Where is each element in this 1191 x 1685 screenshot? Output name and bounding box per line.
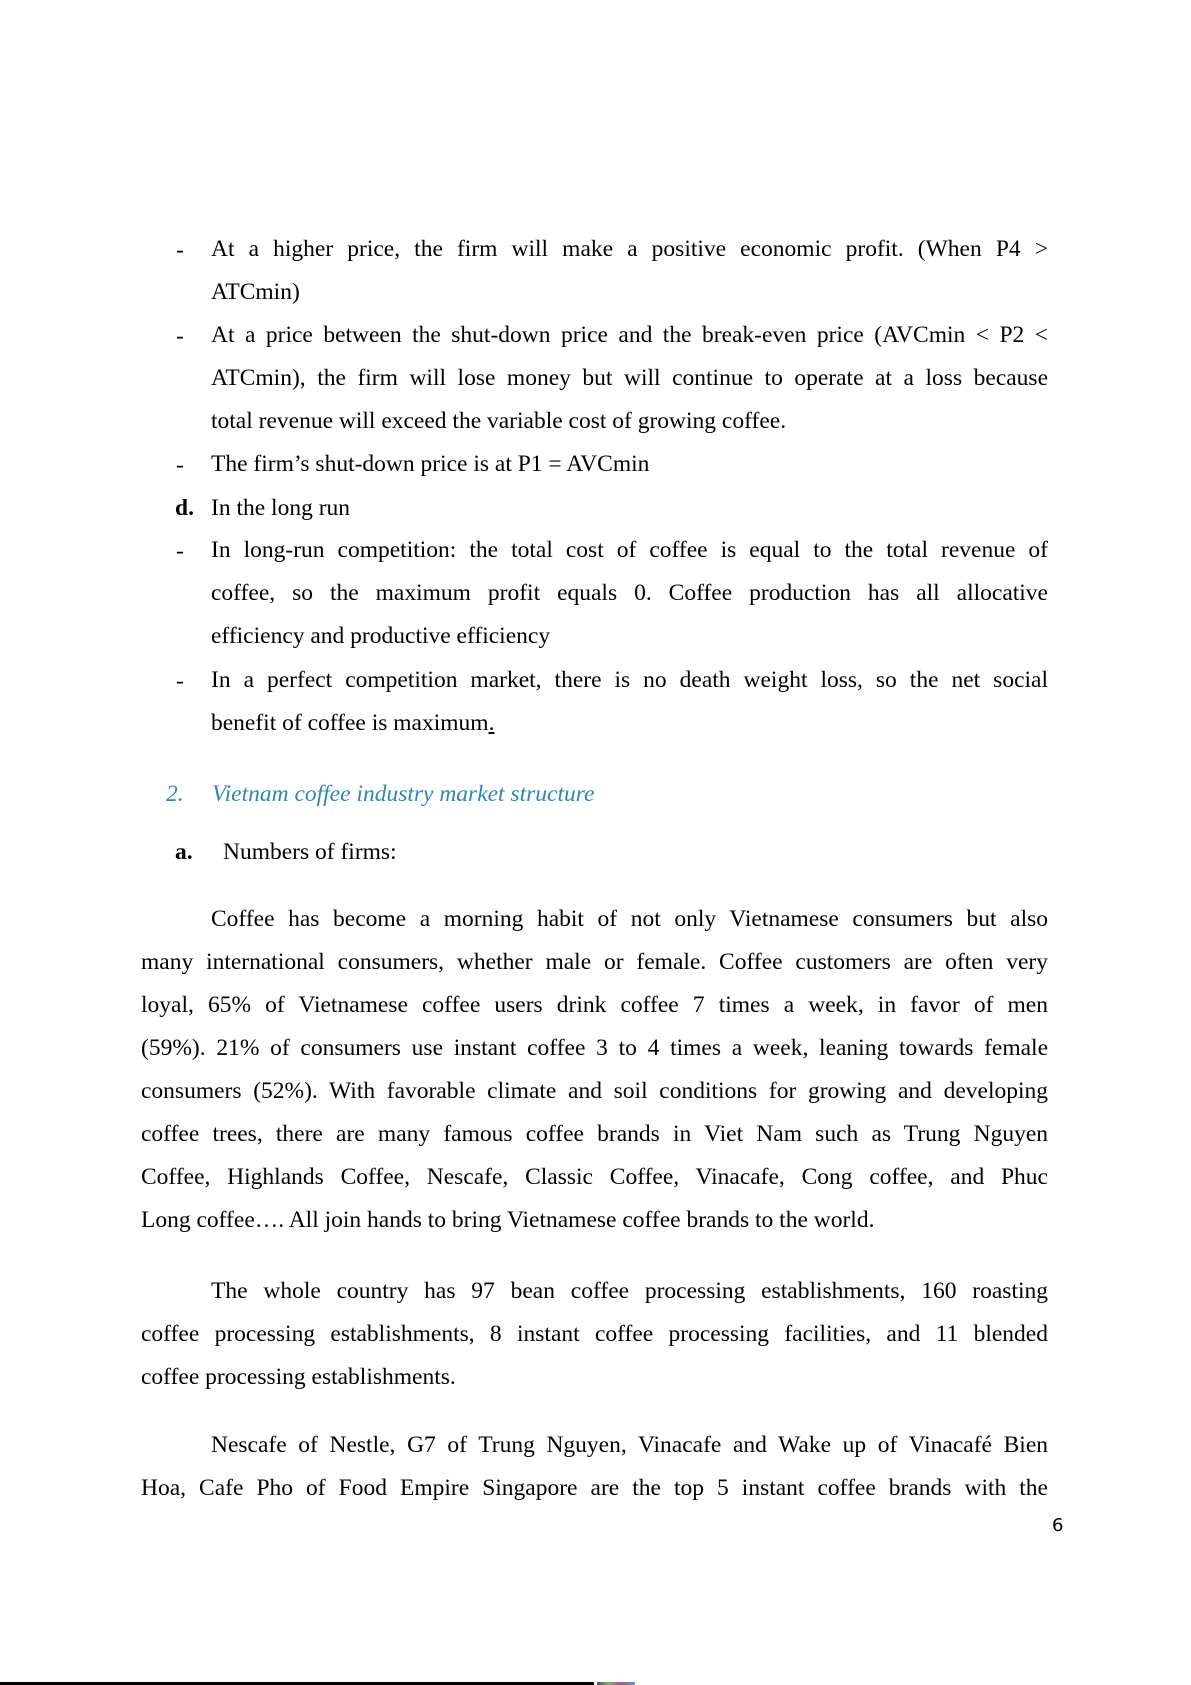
bullet-text: In a perfect competition market, there is no death weight loss, so the net social benefit of coffee is maximum. (211, 667, 1048, 736)
bullet-marker: - (176, 538, 184, 564)
body-paragraph: Coffee has become a morning habit of not only Vietnamese consumers but also many international consumers, whether male or female. Coffee customers are often very loyal, 65% of Vietnamese coffee users drink coffee 7 times a week, in favor of men (59%). 21% of consumers use instant coffee 3 to 4 times a week, leaning towards female consumers (52%). With favorable climate and soil conditions for growing and developing coffee trees, there are many famous coffee brands in Viet Nam such as Trung Nguyen Coffee, Highlands Coffee, Nescafe, Classic Coffee, Vinacafe, Cong coffee, and Phuc Long coffee…. All join hands to bring Vietnamese coffee brands to the world. (141, 906, 1048, 1233)
bullet-marker: - (176, 237, 184, 263)
bullet-marker: - (176, 668, 184, 694)
bullet-marker: - (176, 323, 184, 349)
bullet-text: At a price between the shut-down price and the break-even price (AVCmin < P2 < ATCmin), the firm will lose money but will continue to operate at a loss because total revenue will exceed the variable cost of growing coffee. (211, 322, 1048, 434)
subsection-title: In the long run (211, 495, 351, 521)
section-number: 2. (166, 781, 184, 807)
subsection-marker: d. (175, 495, 194, 521)
section-title: Vietnam coffee industry market structure (212, 781, 595, 807)
bullet-marker: - (176, 452, 184, 478)
body-paragraph: Nescafe of Nestle, G7 of Trung Nguyen, Vinacafe and Wake up of Vinacafé Bien Hoa, Cafe Pho of Food Empire Singapore are the top 5 instant coffee brands with the (141, 1432, 1048, 1501)
body-paragraph: The whole country has 97 bean coffee processing establishments, 160 roasting coffee processing establishments, 8 instant coffee processing facilities, and 11 blended coffee processing establishments. (141, 1278, 1048, 1390)
bullet-text: In long-run competition: the total cost of coffee is equal to the total revenue of coffee, so the maximum profit equals 0. Coffee production has all allocative efficiency and productive efficiency (211, 537, 1048, 649)
subsection-marker: a. (175, 839, 193, 865)
bullet-text: The firm’s shut-down price is at P1 = AVCmin (211, 451, 650, 477)
subsection-title: Numbers of firms: (223, 839, 397, 865)
section-heading (166, 780, 594, 808)
page-number: 6 (1052, 1515, 1064, 1536)
bullet-text: At a higher price, the firm will make a positive economic profit. (When P4 > ATCmin) (211, 236, 1048, 305)
